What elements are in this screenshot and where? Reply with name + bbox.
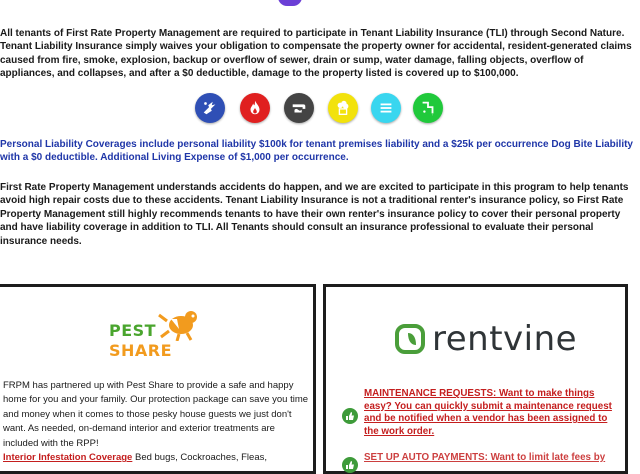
rentvine-card [323, 284, 628, 474]
maintenance-requests-link[interactable]: MAINTENANCE REQUESTS: Want to make things easy? You can quickly submit a maintenance request and be notified when a vendor has been assigned to the work order. [364, 388, 612, 437]
pest-share-logo-line1: PEST [109, 321, 157, 340]
thumbs-up-icon [342, 408, 358, 424]
tli-intro-paragraph: All tenants of First Rate Property Management are required to participate in Tenant Liability Insurance (TLI) through Second Nature. Tenant Liability Insurance simply waives your obligation to compensate the property owner for accidental, resident-generated claims caused from fire, smoke, explosion, backup or overflow of sewer, drain or sump, water damage, falling objects, overflow of appliances, and collapses, and after a $0 deductible, damage to the property listed is covered up to $100,000. [0, 28, 632, 80]
rentvine-logo-text: rentvine [432, 319, 578, 359]
page-right-margin [633, 284, 640, 474]
thumbs-up-icon [342, 457, 358, 473]
auto-payments-link[interactable]: SET UP AUTO PAYMENTS: Want to limit late fees by [364, 452, 606, 463]
personal-liability-paragraph: Personal Liability Coverages include personal liability $100k for tenant premises liability and a $25k per occurrence Dog Bite Liability with a $0 deductible. Additional Living Expense of $1,000 per occurrence. [0, 139, 633, 164]
smoke-icon [328, 93, 358, 123]
rentvine-logo [394, 321, 577, 357]
explosion-icon [195, 93, 225, 123]
water-damage-icon [413, 93, 443, 123]
accidents-paragraph: First Rate Property Management understands accidents do happen, and we are excited to participate in this program to help tenants avoid high repair costs due to these accidents. Tenant Liability Insurance is not a traditional renter's insurance policy, so First Rate Property Management still highly recommends tenants to have their own renter's insurance policy to cover their personal property and have liability coverage in addition to TLI. All Tenants should consult an insurance professional to evaluate their personal insurance needs. [0, 182, 629, 247]
pest-share-logo-line2: SHARE [109, 341, 173, 360]
bug-icon [157, 307, 201, 341]
pest-share-card [0, 284, 316, 474]
pest-share-after-link: Bed bugs, Cockroaches, Fleas, [132, 452, 267, 464]
interior-infestation-link[interactable]: Interior Infestation Coverage [3, 452, 133, 464]
pest-share-description [3, 379, 309, 465]
pest-share-body: FRPM has partnered up with Pest Share to provide a safe and happy home for you and your family. Our protection package can save you time and money when it comes to those pesky house guests we just don't want. As needed, on-demand interior and exterior treatments are included with the RPP! [3, 380, 309, 449]
hazard-icon-row [0, 93, 640, 123]
fire-icon [240, 93, 270, 123]
pest-share-logo [109, 307, 209, 361]
sewer-backup-icon [284, 93, 314, 123]
top-accent-tab [278, 0, 302, 6]
rentvine-leaf-icon [394, 321, 430, 357]
appliance-overflow-icon [371, 93, 401, 123]
